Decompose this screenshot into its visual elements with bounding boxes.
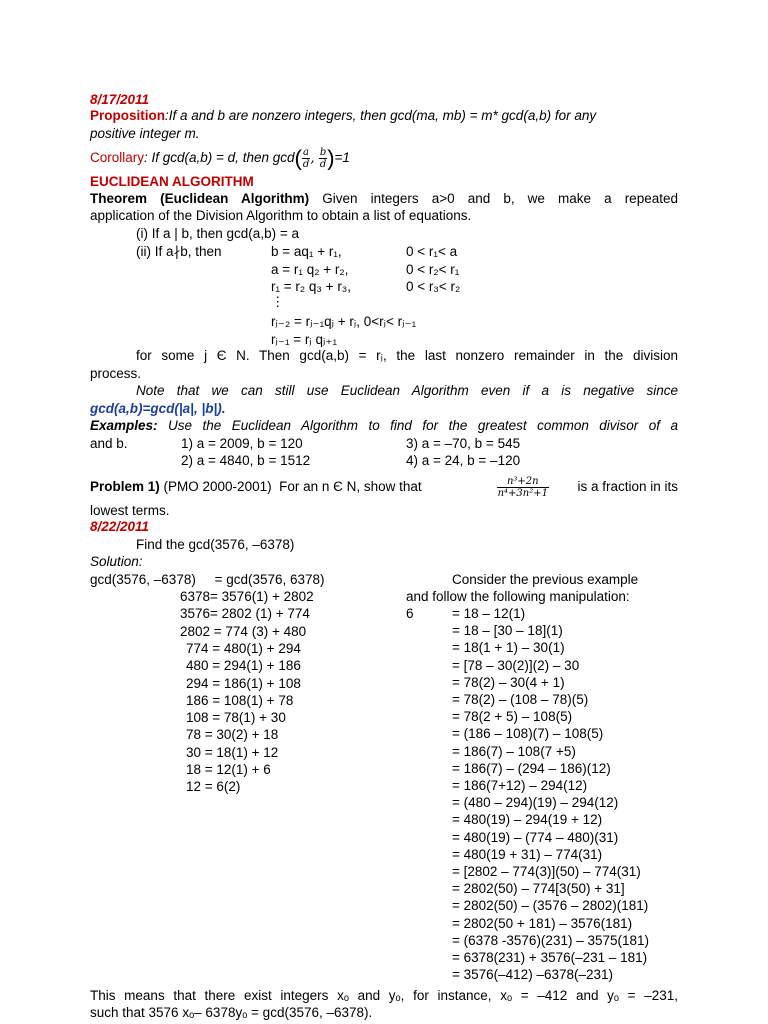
corollary-text: : If gcd(a,b) = d, then gcd bbox=[144, 150, 295, 165]
for-some-line-1: for some j Є N. Then gcd(a,b) = rⱼ, the last nonzero remainder in the division bbox=[136, 348, 678, 363]
division-step: 774 = 480(1) + 294 bbox=[186, 640, 301, 656]
manipulation-step: = 480(19) – 294(19 + 12) bbox=[452, 812, 603, 828]
problem-fraction: $\frac{\text{n³+2n}}{\text{n⁴+3n²+1}}$ bbox=[497, 475, 548, 499]
problem-text: (PMO 2000-2001) For an n Є N, show that bbox=[159, 479, 426, 494]
examples-line bbox=[90, 418, 678, 434]
examples-text: Use the Euclidean Algorithm to find for the greatest common divisor of a bbox=[157, 418, 678, 433]
division-step: 186 = 108(1) + 78 bbox=[186, 692, 294, 708]
theorem-text-1: Given integers a>0 and b, we make a repeated bbox=[309, 191, 678, 206]
manipulation-step: = [78 – 30(2)](2) – 30 bbox=[452, 657, 580, 673]
manipulation-step: = [2802 – 774(3)](50) – 774(31) bbox=[452, 864, 641, 879]
division-step: 294 = 186(1) + 108 bbox=[186, 675, 301, 691]
case-i: (i) If a | b, then gcd(a,b) = a bbox=[136, 226, 299, 241]
comma: , bbox=[310, 150, 319, 166]
division-step: 78 = 30(2) + 18 bbox=[186, 727, 279, 743]
consider-line-1: Consider the previous example bbox=[452, 572, 639, 587]
manipulation-step: = 78(2 + 5) – 108(5) bbox=[452, 709, 573, 725]
for-some-line-2: process. bbox=[90, 366, 142, 381]
theorem-label: Theorem (Euclidean Algorithm) bbox=[90, 191, 310, 206]
equation-lhs: b = aq₁ + r₁, bbox=[271, 244, 342, 259]
open-paren: ( bbox=[294, 145, 302, 171]
problem-line-2: lowest terms. bbox=[90, 503, 170, 518]
problem-line bbox=[90, 472, 678, 502]
manipulation-step: = 6378(231) + 3576(–231 – 181) bbox=[452, 950, 648, 965]
manipulation-step: = 2802(50) – 774[3(50) + 31] bbox=[452, 881, 625, 897]
example-3: 3) a = –70, b = 545 bbox=[406, 436, 521, 451]
corollary-result: =1 bbox=[334, 150, 350, 165]
close-paren: ) bbox=[327, 145, 335, 171]
equation-j-minus-1: rⱼ₋₁ = rⱼ qⱼ₊₁ bbox=[271, 332, 338, 347]
examples-label: Examples: bbox=[90, 418, 158, 433]
note-line-1: Note that we can still use Euclidean Algorithm even if a is negative since bbox=[136, 383, 678, 398]
manipulation-step: = 186(7) – 108(7 +5) bbox=[452, 743, 576, 759]
equation-rhs: 0 < r₃< r₂ bbox=[406, 279, 461, 294]
conclusion-line-1: This means that there exist integers xₒ and yₒ, for instance, xₒ = –412 and yₒ = –231, bbox=[90, 988, 678, 1003]
find-gcd: Find the gcd(3576, –6378) bbox=[136, 537, 295, 552]
division-step: 108 = 78(1) + 30 bbox=[186, 710, 286, 726]
manipulation-step: = 186(7+12) – 294(12) bbox=[452, 778, 588, 793]
vdots: ⋮ bbox=[271, 294, 285, 309]
conclusion-line-2: such that 3576 xₒ– 6378yₒ = gcd(3576, –6378). bbox=[90, 1005, 373, 1020]
equation-lhs: r₁ = r₂ q₃ + r₃, bbox=[271, 279, 352, 294]
consider-line-2: and follow the following manipulation: bbox=[406, 589, 630, 604]
and-b: and b. bbox=[90, 436, 128, 451]
manipulation-step: = 78(2) – 30(4 + 1) bbox=[452, 674, 565, 690]
example-4: 4) a = 24, b = –120 bbox=[406, 453, 521, 468]
proposition-label: Proposition bbox=[90, 108, 165, 123]
equation-j-minus-2: rⱼ₋₂ = rⱼ₋₁qⱼ + rⱼ, 0<rⱼ< rⱼ₋₁ bbox=[271, 314, 417, 329]
problem-tail: is a fraction in its bbox=[577, 479, 678, 494]
proposition-line-1 bbox=[90, 108, 596, 124]
manipulation-step: = 18(1 + 1) – 30(1) bbox=[452, 640, 565, 656]
manipulation-step: = 18 – 12(1) bbox=[452, 606, 526, 621]
theorem-text-2: application of the Division Algorithm to obtain a list of equations. bbox=[90, 208, 472, 223]
corollary-line bbox=[90, 146, 350, 170]
gcd-start: gcd(3576, –6378) = gcd(3576, 6378) bbox=[90, 572, 325, 587]
division-step: 480 = 294(1) + 186 bbox=[186, 658, 301, 674]
corollary-frac-a: $\frac{a}{d}$ bbox=[302, 146, 310, 170]
manipulation-step: = (480 – 294)(19) – 294(12) bbox=[452, 795, 619, 811]
manipulation-step: = 78(2) – (108 – 78)(5) bbox=[452, 692, 589, 707]
manipulation-step: = 480(19) – (774 – 480)(31) bbox=[452, 829, 619, 845]
division-step: 30 = 18(1) + 12 bbox=[186, 744, 279, 760]
manipulation-step: = 2802(50 + 181) – 3576(181) bbox=[452, 915, 633, 931]
case-ii: (ii) If a∤b, then bbox=[136, 244, 222, 259]
problem-label: Problem 1) bbox=[90, 479, 160, 494]
manipulation-step: = (186 – 108)(7) – 108(5) bbox=[452, 726, 604, 742]
equation-lhs: a = r₁ q₂ + r₂, bbox=[271, 262, 349, 277]
euclid-heading: EUCLIDEAN ALGORITHM bbox=[90, 174, 254, 189]
manipulation-step: = 18 – [30 – 18](1) bbox=[452, 623, 563, 639]
date-heading-1: 8/17/2011 bbox=[90, 92, 150, 107]
example-2: 2) a = 4840, b = 1512 bbox=[181, 453, 311, 468]
six-label: 6 bbox=[406, 606, 414, 621]
theorem-line-1 bbox=[90, 191, 678, 207]
manipulation-step: = 480(19 + 31) – 774(31) bbox=[452, 846, 603, 862]
manipulation-step: = 2802(50) – (3576 – 2802)(181) bbox=[452, 898, 649, 914]
corollary-frac-b: $\frac{b}{d}$ bbox=[319, 146, 327, 170]
example-1: 1) a = 2009, b = 120 bbox=[181, 436, 303, 451]
manipulation-step: = 3576(–412) –6378(–231) bbox=[452, 967, 614, 983]
note-line-2: gcd(a,b)=gcd(|a|, |b|). bbox=[90, 401, 226, 416]
equation-rhs: 0 < r₁< a bbox=[406, 244, 458, 259]
division-step: 18 = 12(1) + 6 bbox=[186, 762, 271, 777]
proposition-text-2: positive integer m. bbox=[90, 126, 200, 141]
manipulation-step: = 186(7) – (294 – 186)(12) bbox=[452, 760, 611, 776]
proposition-text-1: :If a and b are nonzero integers, then gcd(ma, mb) = m* gcd(a,b) for any bbox=[165, 108, 597, 123]
division-step: 6378= 3576(1) + 2802 bbox=[180, 589, 314, 604]
manipulation-step: = (6378 -3576)(231) – 3575(181) bbox=[452, 932, 650, 948]
division-step: 3576= 2802 (1) + 774 bbox=[180, 606, 310, 622]
division-step: 2802 = 774 (3) + 480 bbox=[180, 623, 307, 639]
corollary-label: Corollary bbox=[90, 150, 145, 165]
solution-label: Solution: bbox=[90, 554, 143, 569]
division-step: 12 = 6(2) bbox=[186, 779, 241, 795]
equation-rhs: 0 < r₂< r₁ bbox=[406, 262, 460, 277]
date-heading-2: 8/22/2011 bbox=[90, 519, 150, 534]
